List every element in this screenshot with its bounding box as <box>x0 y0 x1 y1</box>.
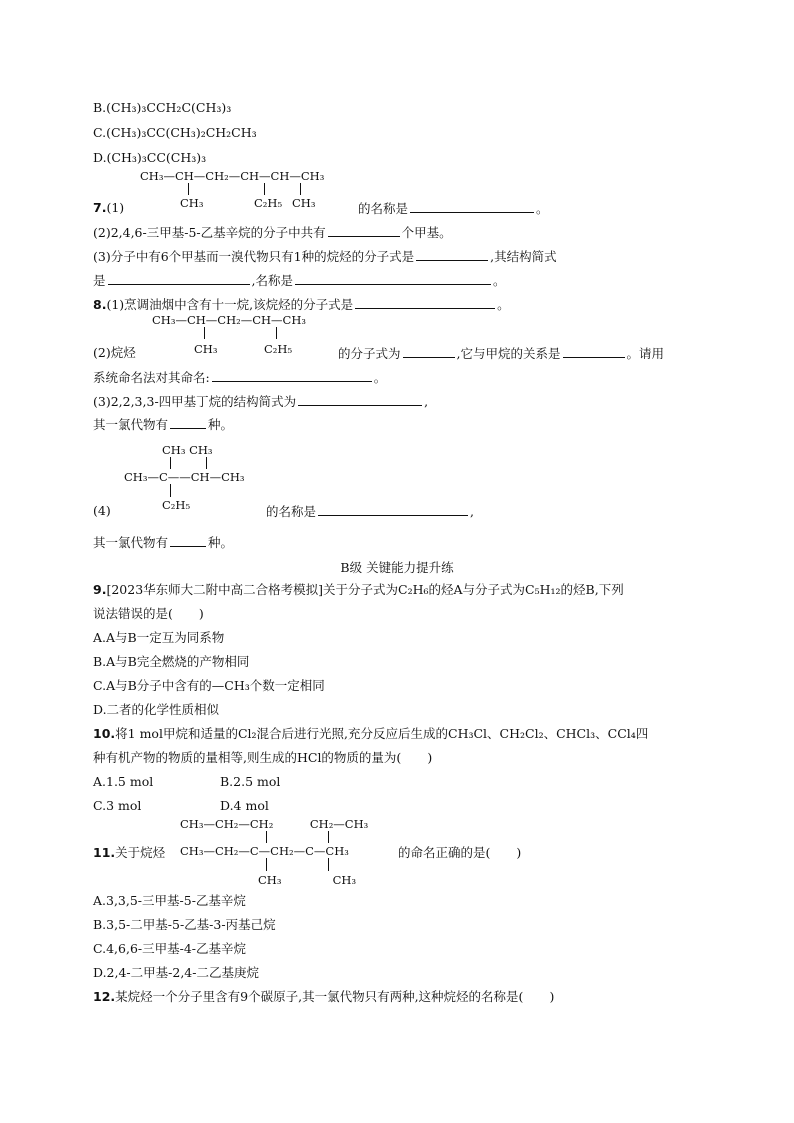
q9-option-b: B.A与B完全燃烧的产物相同 <box>93 654 250 669</box>
q9-text1: 9.[2023华东师大二附中高二合格考模拟]关于分子式为C₂H₆的烃A与分子式为C₅H₁₂的烃B,下列 <box>93 582 624 597</box>
q8-blank-7[interactable] <box>318 503 468 516</box>
q10-option-c: C.3 mol <box>93 798 142 813</box>
q8-struct2-sub1: CH₃ <box>194 342 218 356</box>
q8-blank-5[interactable] <box>298 393 422 406</box>
q11-option-b: B.3,5-二甲基-5-乙基-3-丙基己烷 <box>93 917 276 932</box>
q7-blank-1[interactable] <box>410 200 534 213</box>
q10-option-b: B.2.5 mol <box>220 774 281 789</box>
q8-part3: (3)2,2,3,3-四甲基丁烷的结构简式为 , <box>93 394 429 409</box>
q7-struct-sub2: C₂H₅ <box>254 196 283 210</box>
q10-text2: 种有机产物的物质的量相等,则生成的HCl的物质的量为( ) <box>93 750 433 765</box>
q11-struct-top: CH₃—CH₂—CH₂ CH₂—CH₃ <box>180 817 369 831</box>
q7-part2: (2)2,4,6-三甲基-5-乙基辛烷的分子中共有 个甲基。 <box>93 225 452 240</box>
q7-blank-4[interactable] <box>108 272 250 285</box>
q11-text: 11.关于烷烃 <box>93 845 166 860</box>
q7-part3: (3)分子中有6个甲基而一溴代物只有1种的烷烃的分子式是 ,其结构简式 <box>93 249 557 264</box>
q11-struct-main: CH₃—CH₂—C—CH₂—C—CH₃ <box>180 844 349 858</box>
q8-part2: (2)烷烃 <box>93 345 136 360</box>
q6-option-c: C.(CH₃)₃CC(CH₃)₂CH₂CH₃ <box>93 125 257 140</box>
q7-part3b: 是 ,名称是 。 <box>93 273 506 288</box>
q8-blank-8[interactable] <box>170 534 206 547</box>
q7-struct-sub3: CH₃ <box>292 196 316 210</box>
q8-struct4-main: CH₃—C——CH—CH₃ <box>124 470 245 484</box>
q7-part1-text: 的名称是 。 <box>358 201 549 216</box>
q6-option-d: D.(CH₃)₃CC(CH₃)₃ <box>93 150 207 165</box>
q11-option-c: C.4,6,6-三甲基-4-乙基辛烷 <box>93 941 247 956</box>
q8-blank-1[interactable] <box>355 296 495 309</box>
q8-structure-4 <box>124 443 274 513</box>
q11-text-end: 的命名正确的是( ) <box>398 845 522 860</box>
q8-struct4-sub: C₂H₅ <box>162 498 191 512</box>
q8-part2-text: 的分子式为 ,它与甲烷的关系是 。请用 <box>338 346 665 361</box>
q11-structure <box>180 817 400 889</box>
q8-blank-2[interactable] <box>403 345 455 358</box>
q7-structure <box>140 169 360 214</box>
q8-blank-4[interactable] <box>212 369 372 382</box>
q10-option-a: A.1.5 mol <box>93 774 154 789</box>
q8-blank-6[interactable] <box>170 416 206 429</box>
section-b-title: B级 关键能力提升练 <box>340 560 454 575</box>
q10-text1: 10.将1 mol甲烷和适量的Cl₂混合后进行光照,充分反应后生成的CH₃Cl、CH₂Cl₂、CHCl₃、CCl₄四 <box>93 726 649 741</box>
q9-option-d: D.二者的化学性质相似 <box>93 702 220 717</box>
q7-blank-5[interactable] <box>295 272 491 285</box>
q11-option-d: D.2,4-二甲基-2,4-二乙基庚烷 <box>93 965 259 980</box>
q6-option-b: B.(CH₃)₃CCH₂C(CH₃)₃ <box>93 100 232 115</box>
q7-struct-main: CH₃—CH—CH₂—CH—CH—CH₃ <box>140 169 325 183</box>
q9-option-a: A.A与B一定互为同系物 <box>93 630 225 645</box>
q8-struct2-sub2: C₂H₅ <box>264 342 293 356</box>
q8-part4b: 其一氯代物有 种。 <box>93 535 234 550</box>
q10-option-d: D.4 mol <box>220 798 269 813</box>
q7-struct-sub1: CH₃ <box>180 196 204 210</box>
q11-struct-bot: CH₃ CH₃ <box>258 873 357 887</box>
q7-blank-2[interactable] <box>328 224 400 237</box>
q11-option-a: A.3,3,5-三甲基-5-乙基辛烷 <box>93 893 246 908</box>
q7-part1: 7.(1) <box>93 200 125 215</box>
q8-part2b: 系统命名法对其命名: 。 <box>93 370 387 385</box>
q8-structure-2 <box>152 313 342 358</box>
q12-text: 12.某烷烃一个分子里含有9个碳原子,其一氯代物只有两种,这种烷烃的名称是( ) <box>93 989 555 1004</box>
q9-text2: 说法错误的是( ) <box>93 606 204 621</box>
q8-struct4-top: CH₃ CH₃ <box>162 443 213 457</box>
q8-blank-3[interactable] <box>563 345 625 358</box>
q9-option-c: C.A与B分子中含有的—CH₃个数一定相同 <box>93 678 325 693</box>
q8-part4-text: 的名称是 , <box>266 504 474 519</box>
q8-part1: 8.(1)烹调油烟中含有十一烷,该烷烃的分子式是 。 <box>93 297 510 312</box>
q8-part3b: 其一氯代物有 种。 <box>93 417 234 432</box>
q8-struct2-main: CH₃—CH—CH₂—CH—CH₃ <box>152 313 306 327</box>
q7-blank-3[interactable] <box>416 248 488 261</box>
q8-part4: (4) <box>93 503 111 518</box>
